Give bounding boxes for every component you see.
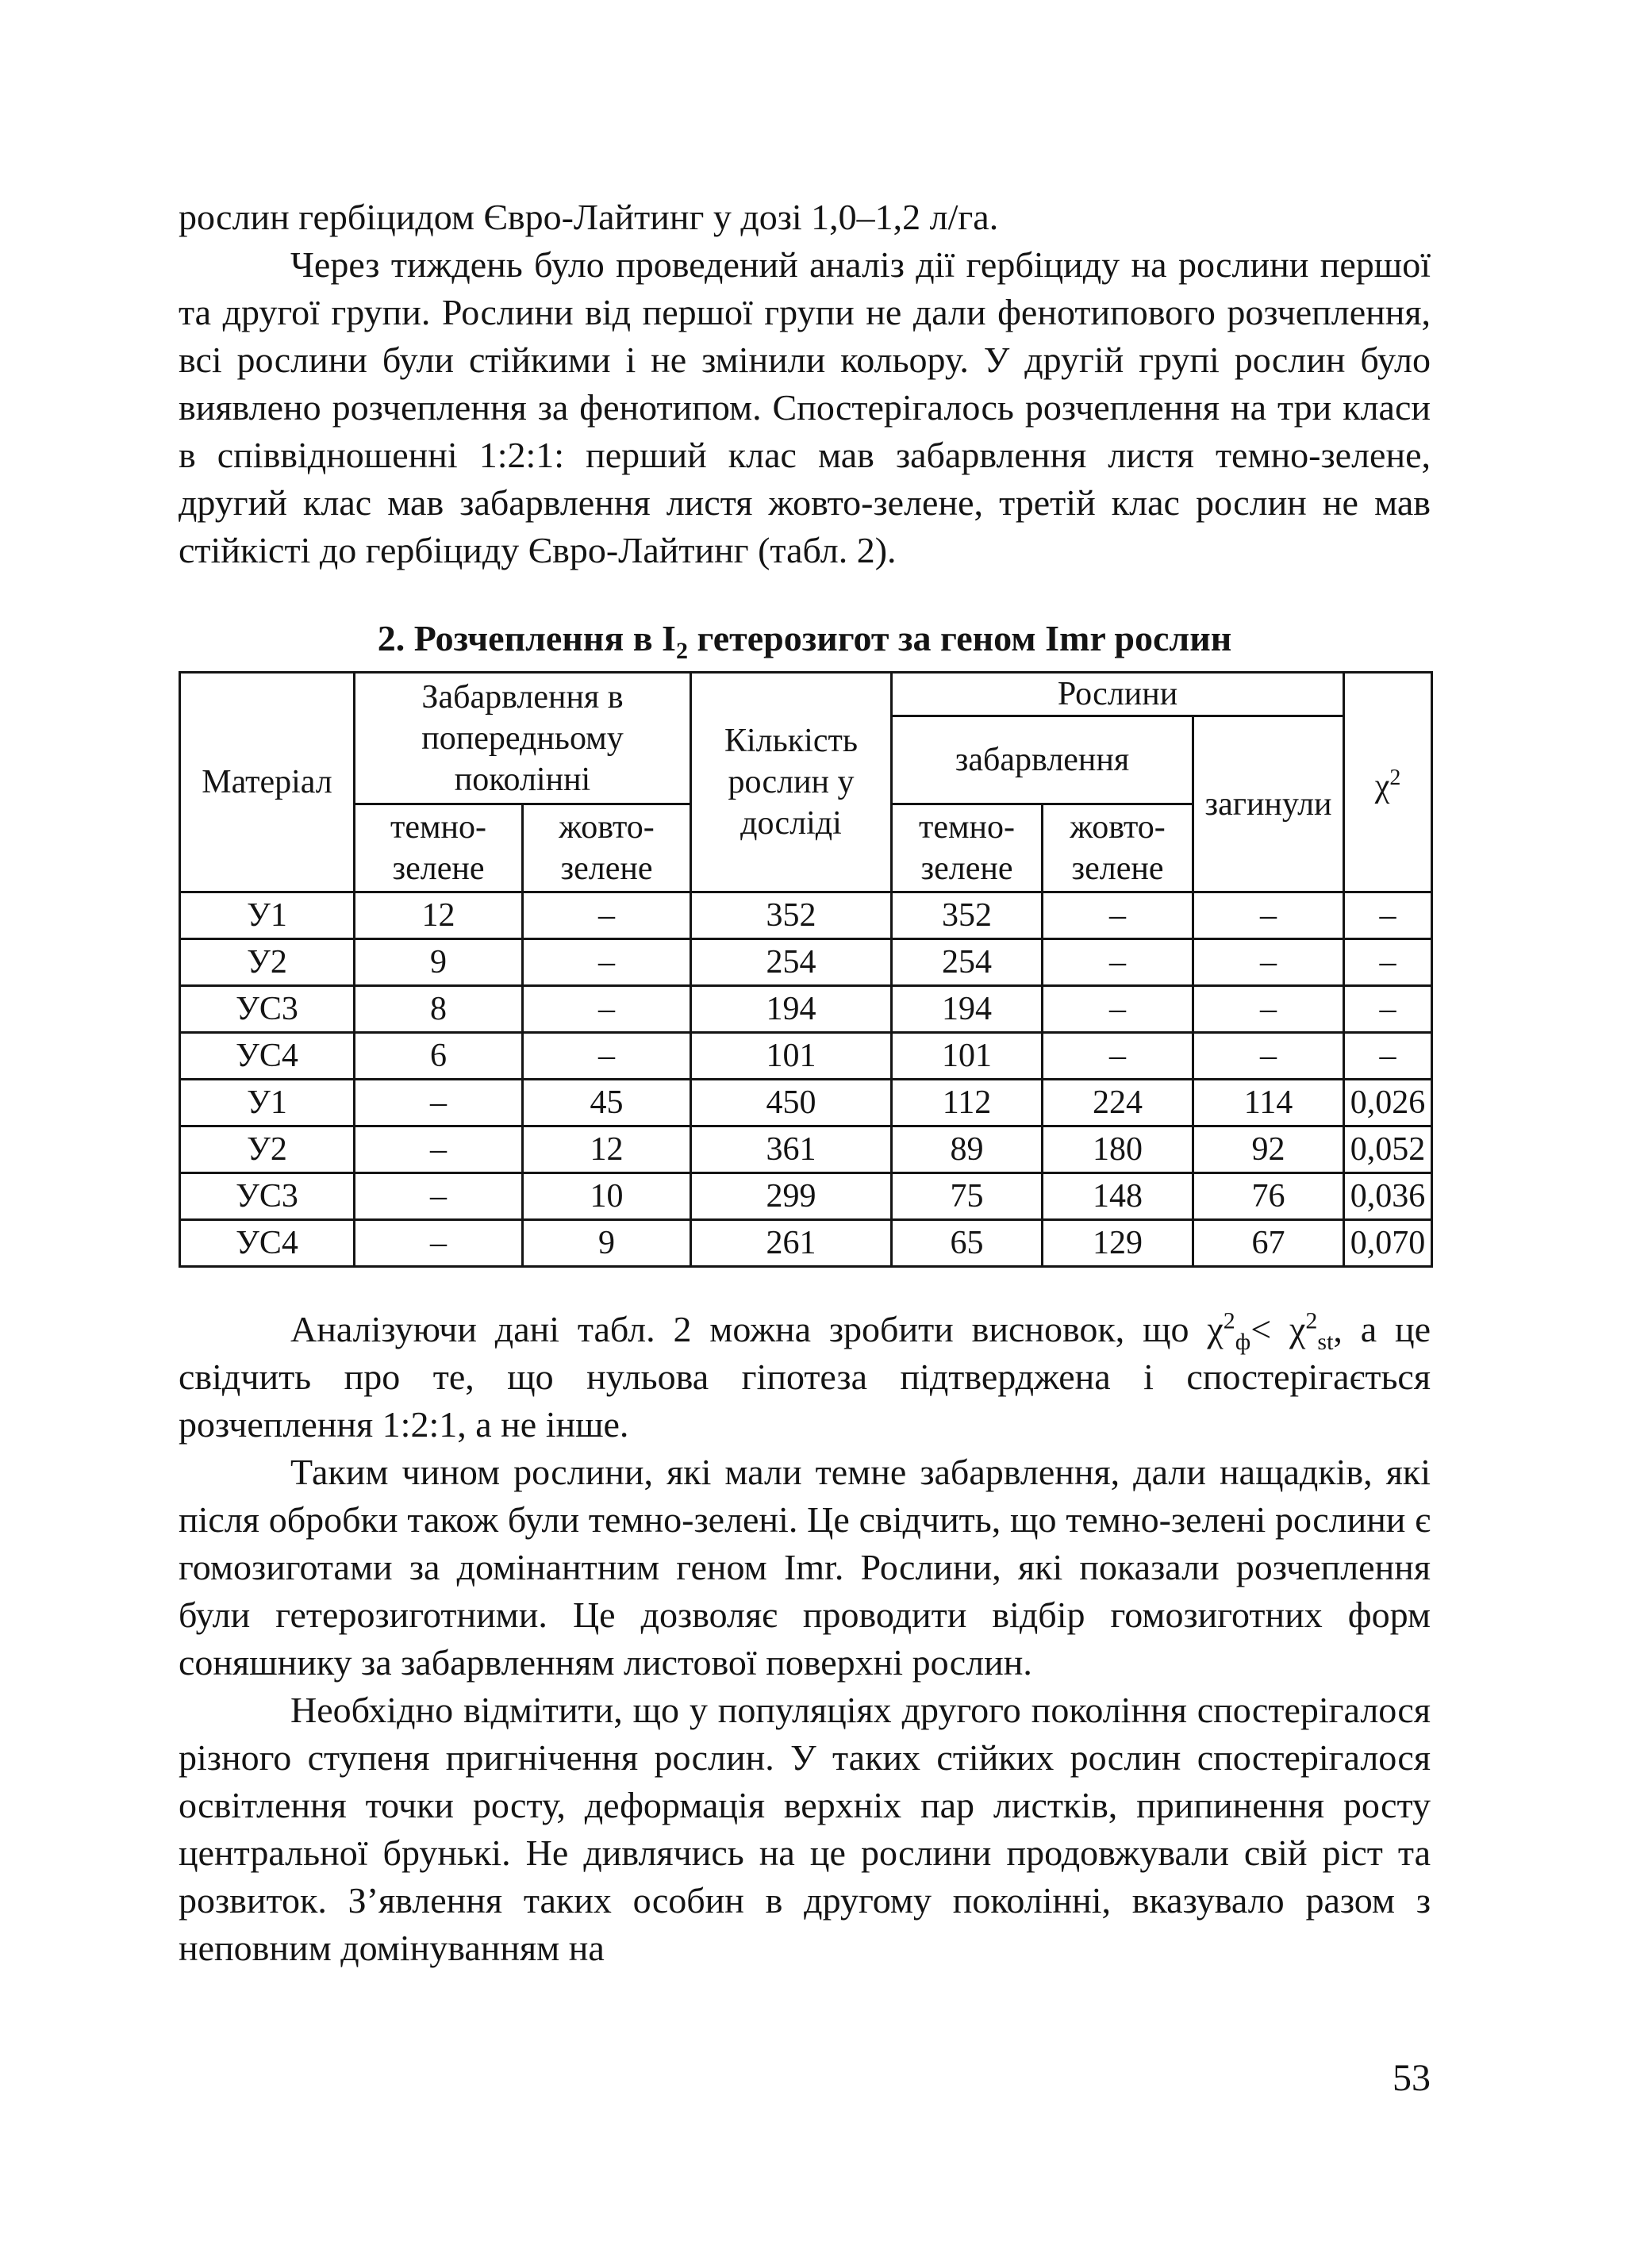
table-cell: 6 — [355, 1033, 523, 1080]
paragraph-intro: рослин гербіцидом Євро-Лайтинг у дозі 1,0–1,2 л/га. — [179, 197, 999, 237]
table-cell: 12 — [355, 892, 523, 939]
page-number: 53 — [1393, 2057, 1431, 2099]
header-yellow-green: жовто-зелене — [1043, 804, 1193, 892]
table-body — [180, 892, 1432, 1267]
table-cell: – — [355, 1080, 523, 1126]
table-cell: 45 — [523, 1080, 691, 1126]
table-cell: – — [1043, 1033, 1193, 1080]
table-cell: 0,070 — [1344, 1220, 1432, 1267]
table-cell: 112 — [892, 1080, 1043, 1126]
table-cell: – — [523, 939, 691, 986]
table-cell: 10 — [523, 1173, 691, 1220]
table-cell: 0,036 — [1344, 1173, 1432, 1220]
paragraph-homozygotes: Таким чином рослини, які мали темне забарвлення, дали нащадків, які після обробки також були темно-зелені. Це свідчить, що темно-зелені рослини є гомозиготами за домінантним геном Imr. Рослини, які показали розчеплення були гетерозиготними. Це дозволяє проводити відбір гомозиготних форм соняшнику за забарвленням листової поверхні рослин. — [179, 1452, 1431, 1683]
table-cell: 101 — [691, 1033, 892, 1080]
table-cell: – — [1193, 939, 1344, 986]
chi-phi-superscript: 2 — [1223, 1307, 1235, 1334]
table-cell: – — [523, 986, 691, 1033]
header-prev-yellow-green: жовто-зелене — [523, 804, 691, 892]
table-cell: 361 — [691, 1126, 892, 1173]
table-cell: 76 — [1193, 1173, 1344, 1220]
table-cell: УС3 — [180, 1173, 355, 1220]
table-cell: УС4 — [180, 1033, 355, 1080]
table-cell: 9 — [355, 939, 523, 986]
table-cell: 129 — [1043, 1220, 1193, 1267]
segregation-table — [179, 671, 1433, 1268]
table-cell: – — [1344, 1033, 1432, 1080]
header-prev-dark-green: темно-зелене — [355, 804, 523, 892]
table-cell: 224 — [1043, 1080, 1193, 1126]
table-row — [180, 892, 1432, 939]
table-cell: 352 — [691, 892, 892, 939]
table-cell: 0,052 — [1344, 1126, 1432, 1173]
table-row — [180, 1173, 1432, 1220]
table-cell: – — [1043, 939, 1193, 986]
table-cell: 9 — [523, 1220, 691, 1267]
header-dark-green: темно-зелене — [892, 804, 1043, 892]
table-cell: 67 — [1193, 1220, 1344, 1267]
table-cell: 254 — [892, 939, 1043, 986]
table-cell: 450 — [691, 1080, 892, 1126]
table-cell: 194 — [691, 986, 892, 1033]
table-cell: 0,026 — [1344, 1080, 1432, 1126]
table-cell: У1 — [180, 1080, 355, 1126]
table-cell: – — [523, 892, 691, 939]
analysis-text-start: Аналізуючи дані табл. 2 можна зробити висновок, що χ — [290, 1309, 1224, 1350]
table-row — [180, 1033, 1432, 1080]
table-cell: У2 — [180, 1126, 355, 1173]
chi-phi-subscript: ф — [1235, 1329, 1251, 1356]
table-cell: 180 — [1043, 1126, 1193, 1173]
table-row — [180, 939, 1432, 986]
table-title — [179, 619, 1431, 671]
table-row — [180, 1080, 1432, 1126]
table-cell: У2 — [180, 939, 355, 986]
header-chi-square — [1344, 673, 1432, 892]
table-cell: – — [523, 1033, 691, 1080]
table-title-text: 2. Розчеплення в I — [377, 618, 676, 658]
table-cell: 261 — [691, 1220, 892, 1267]
table-cell: – — [355, 1126, 523, 1173]
table-title-subscript: 2 — [675, 638, 688, 665]
chi-st-subscript: st — [1317, 1329, 1334, 1356]
table-cell: 148 — [1043, 1173, 1193, 1220]
table-cell: 194 — [892, 986, 1043, 1033]
table-cell: – — [1043, 892, 1193, 939]
header-count: Кількість рослин у досліді — [691, 673, 892, 892]
table-cell: – — [1344, 986, 1432, 1033]
table-cell: – — [1344, 892, 1432, 939]
table-row — [180, 1220, 1432, 1267]
table-cell: – — [1043, 986, 1193, 1033]
header-coloring: забарвлення — [892, 716, 1193, 804]
analysis-text-mid: < χ — [1250, 1309, 1306, 1350]
table-cell: – — [1344, 939, 1432, 986]
table-cell: 12 — [523, 1126, 691, 1173]
table-cell: 299 — [691, 1173, 892, 1220]
table-cell: 65 — [892, 1220, 1043, 1267]
table-cell: УС3 — [180, 986, 355, 1033]
table-title-text-rest: гетерозигот за геном Imr рослин — [687, 618, 1232, 658]
table-cell: 114 — [1193, 1080, 1344, 1126]
paragraph-conclusion-chi — [179, 1306, 1431, 1449]
table-cell: 89 — [892, 1126, 1043, 1173]
table-cell: – — [1193, 986, 1344, 1033]
header-plants: Рослини — [892, 673, 1344, 716]
header-died: загинули — [1193, 716, 1344, 892]
chi-symbol: χ — [1374, 768, 1390, 805]
table-cell: – — [355, 1173, 523, 1220]
header-material: Матеріал — [180, 673, 355, 892]
chi-superscript: 2 — [1389, 766, 1401, 791]
analysis-text-end: , а це свідчить про те, що нульова гіпотеза підтверджена і спостерігається розчеплення 1:2:1, а не інше. — [179, 1309, 1431, 1445]
table-cell: 92 — [1193, 1126, 1344, 1173]
table-cell: 101 — [892, 1033, 1043, 1080]
page-content — [179, 194, 1431, 1972]
table-cell: 75 — [892, 1173, 1043, 1220]
table-cell: 352 — [892, 892, 1043, 939]
header-prev-generation: Забарвлення в попередньому поколінні — [355, 673, 691, 804]
table-cell: 254 — [691, 939, 892, 986]
table-cell: – — [1193, 1033, 1344, 1080]
table-cell: У1 — [180, 892, 355, 939]
table-row — [180, 1126, 1432, 1173]
table-cell: – — [355, 1220, 523, 1267]
paragraph-analysis-herbicide: Через тиждень було проведений аналіз дії гербіциду на рослини першої та другої групи. Рослини від першої групи не дали фенотипового розчеплення, всі рослини були стійкими і не змінили кольору. У другій групі рослин було виявлено розчеплення за фенотипом. Спостерігалось розчеплення на три класи в співвідношенні 1:2:1: перший клас мав забарвлення листя темно-зелене, другий клас мав забарвлення листя жовто-зелене, третій клас рослин не мав стійкісті до гербіциду Євро-Лайтинг (табл. 2). — [179, 244, 1431, 570]
table-cell: 8 — [355, 986, 523, 1033]
table-cell: УС4 — [180, 1220, 355, 1267]
chi-st-superscript: 2 — [1305, 1307, 1318, 1334]
table-cell: – — [1193, 892, 1344, 939]
table-row — [180, 986, 1432, 1033]
paragraph-suppression: Необхідно відмітити, що у популяціях другого покоління спостерігалося різного ступеня пригнічення рослин. У таких стійких рослин спостерігалося освітлення точки росту, деформація верхніх пар листків, припинення росту центральної брунькі. Не дивлячись на це рослини продовжували свій ріст та розвиток. З’явлення таких особин в другому поколінні, вказувало разом з неповним домінуванням на — [179, 1690, 1431, 1969]
